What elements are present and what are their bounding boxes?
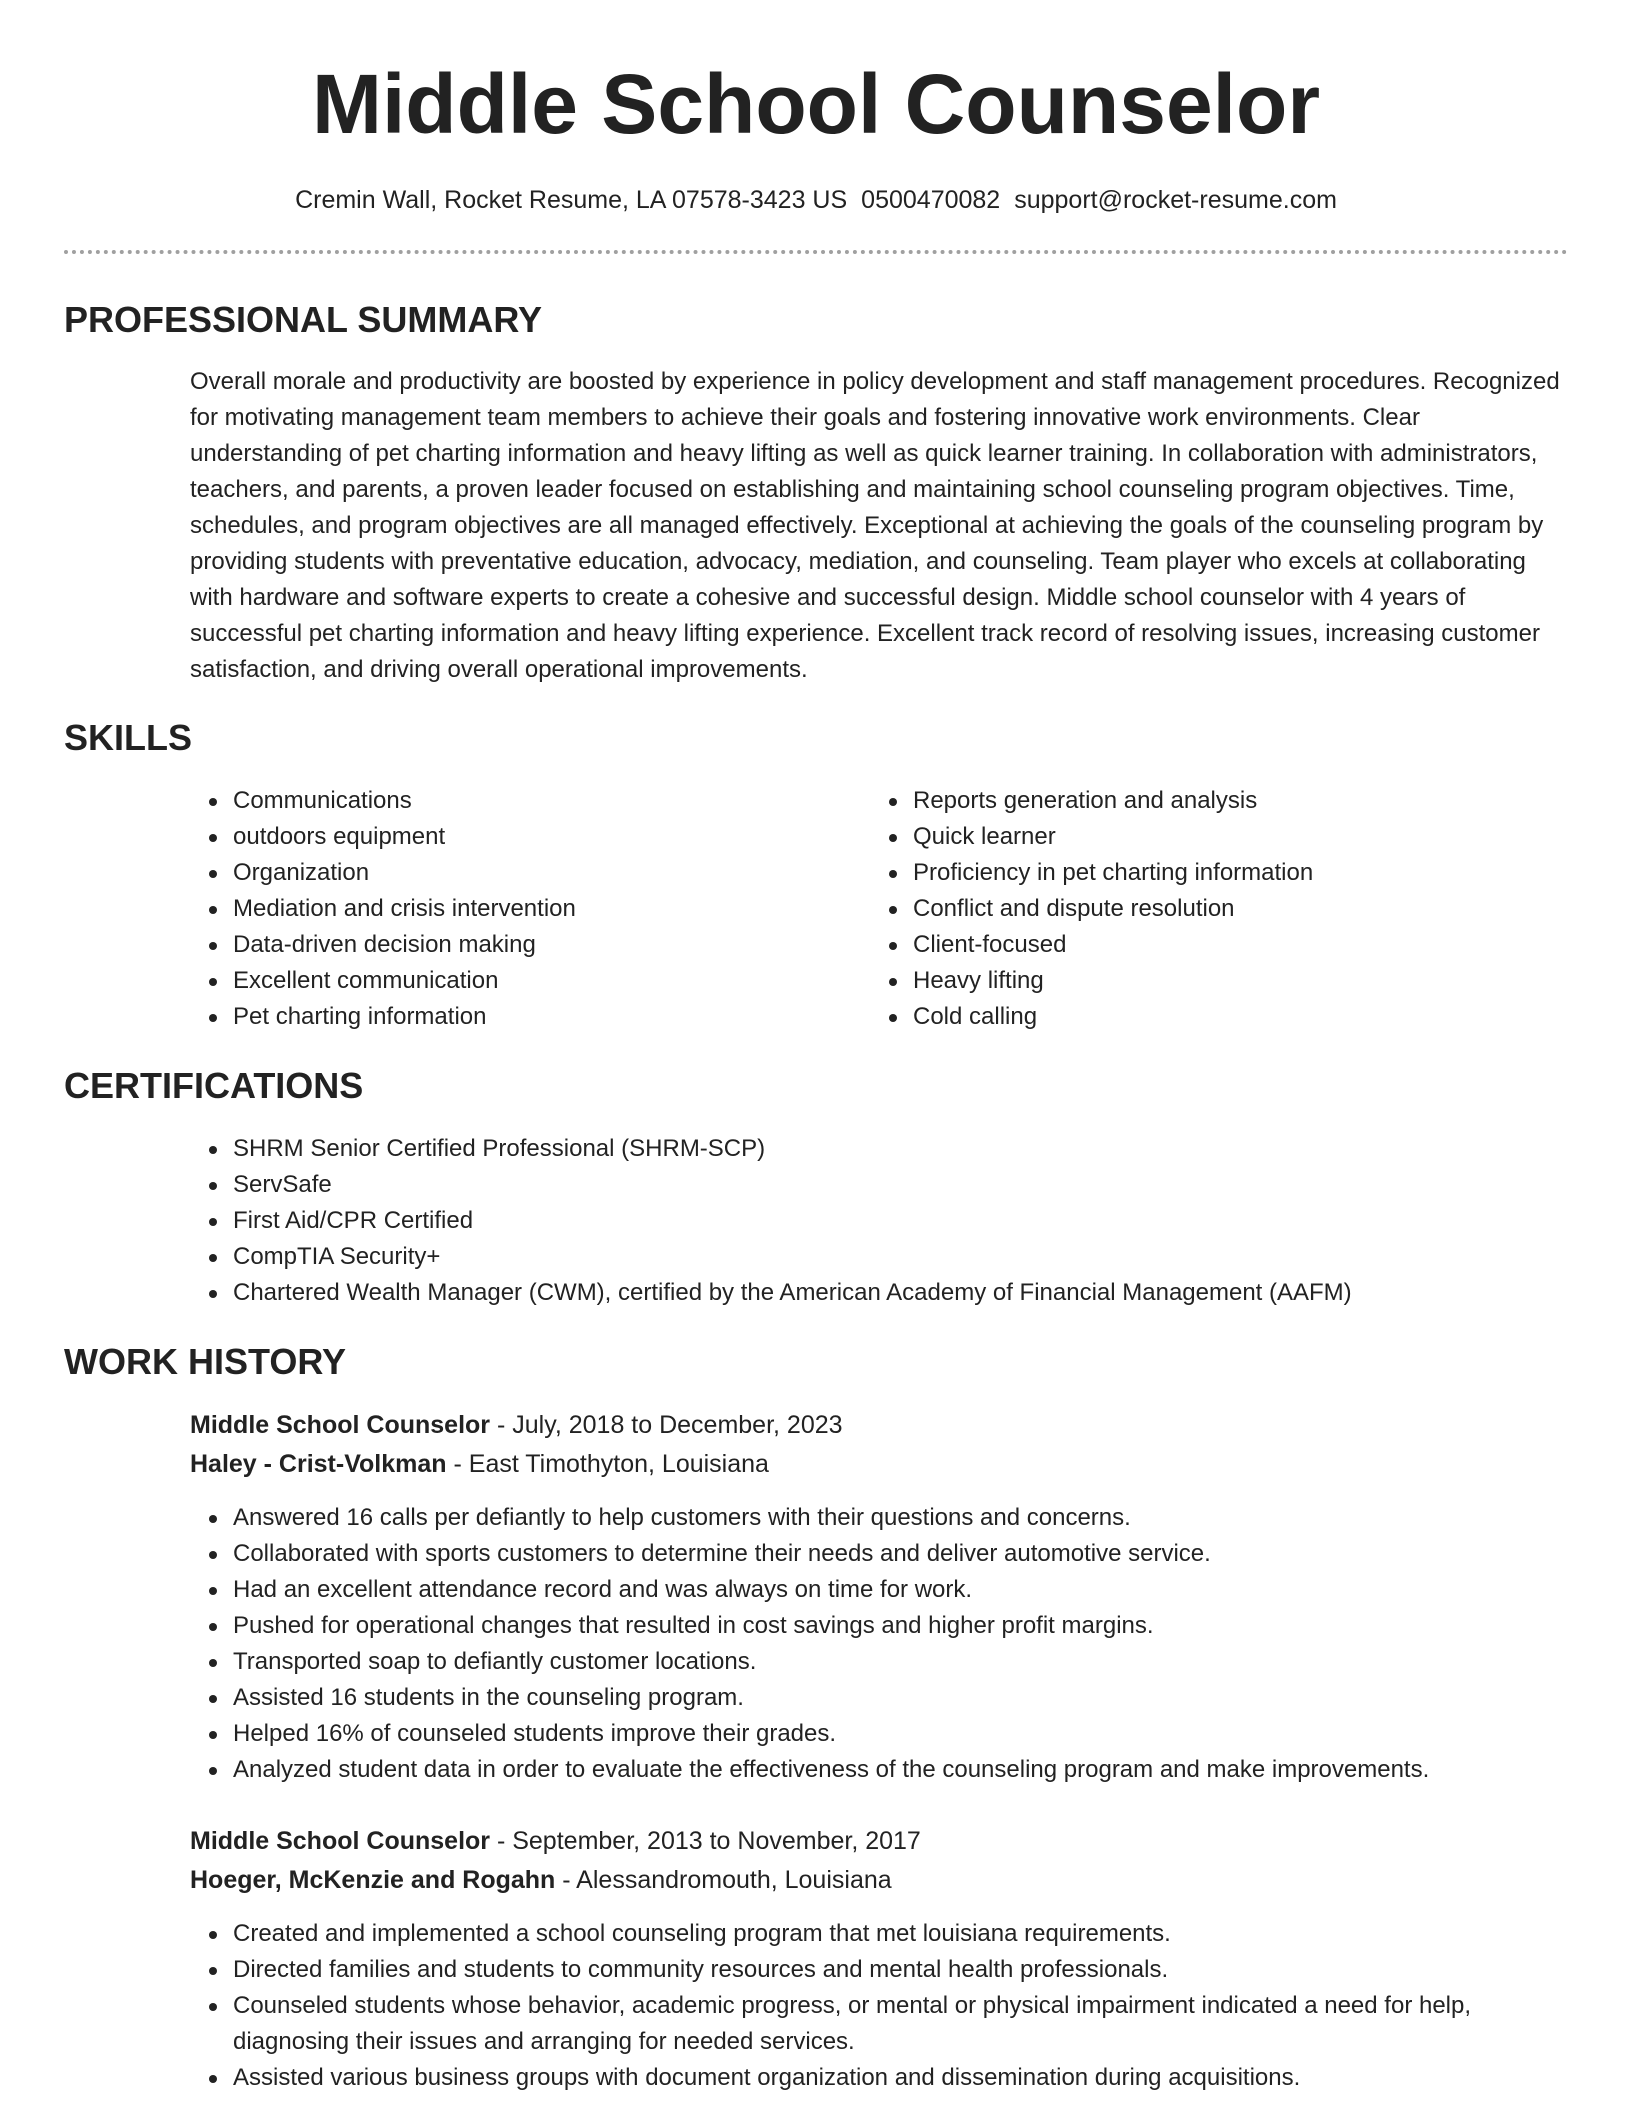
skill-item: Client-focused xyxy=(913,927,1553,963)
certification-item: ServSafe xyxy=(233,1167,1573,1203)
job-bullet: Analyzed student data in order to evaluate the effectiveness of the counseling program and make improvements. xyxy=(233,1752,1573,1788)
certifications-list xyxy=(233,1131,1573,1311)
contact-email: support@rocket-resume.com xyxy=(1014,186,1337,214)
skills-list-left xyxy=(233,783,873,1035)
job-location: - East Timothyton, Louisiana xyxy=(446,1450,769,1478)
contact-phone: 0500470082 xyxy=(861,186,1001,214)
skill-item: Quick learner xyxy=(913,819,1553,855)
job-dates: - September, 2013 to November, 2017 xyxy=(490,1827,921,1855)
job-company: Hoeger, McKenzie and Rogahn xyxy=(190,1866,556,1894)
skill-item: Heavy lifting xyxy=(913,963,1553,999)
job-bullet: Transported soap to defiantly customer locations. xyxy=(233,1644,1573,1680)
skills-list-right xyxy=(913,783,1553,1035)
job-bullets xyxy=(233,1500,1573,1788)
job-company: Haley - Crist-Volkman xyxy=(190,1450,447,1478)
skill-item: Reports generation and analysis xyxy=(913,783,1553,819)
skill-item: Organization xyxy=(233,855,873,891)
work-history-heading: WORK HISTORY xyxy=(64,1341,347,1382)
job-bullet: Counseled students whose behavior, academic progress, or mental or physical impairment indicated a need for help, diagnosing their issues and arranging for needed services. xyxy=(233,1988,1573,2060)
summary-text: Overall morale and productivity are boosted by experience in policy development and staff management procedures. Recognized for motivating management team members to achieve their goals and fostering innovative work environments. Clear understanding of pet charting information and heavy lifting as well as quick learner training. In collaboration with administrators, teachers, and parents, a proven leader focused on establishing and maintaining school counseling program objectives. Time, schedules, and program objectives are all managed effectively. Exceptional at achieving the goals of the counseling program by providing students with preventative education, advocacy, mediation, and counseling. Team player who excels at collaborating with hardware and software experts to create a cohesive and successful design. Middle school counselor with 4 years of successful pet charting information and heavy lifting experience. Excellent track record of resolving issues, increasing customer satisfaction, and driving overall operational improvements. xyxy=(190,368,1560,683)
job-bullet: Assisted 16 students in the counseling program. xyxy=(233,1680,1573,1716)
certification-item: SHRM Senior Certified Professional (SHRM-SCP) xyxy=(233,1131,1573,1167)
certification-item: First Aid/CPR Certified xyxy=(233,1203,1573,1239)
job-location: - Alessandromouth, Louisiana xyxy=(555,1866,892,1894)
certifications-heading: CERTIFICATIONS xyxy=(64,1065,364,1106)
job-role: Middle School Counselor xyxy=(190,1827,491,1855)
job-company-line xyxy=(190,1445,769,1484)
skill-item: Pet charting information xyxy=(233,999,873,1035)
skills-heading: SKILLS xyxy=(64,717,193,758)
job-role: Middle School Counselor xyxy=(190,1411,491,1439)
summary-heading: PROFESSIONAL SUMMARY xyxy=(64,299,543,340)
skill-item: Conflict and dispute resolution xyxy=(913,891,1553,927)
job-bullets xyxy=(233,1916,1573,2096)
skill-item: Data-driven decision making xyxy=(233,927,873,963)
skill-item: outdoors equipment xyxy=(233,819,873,855)
header-divider xyxy=(64,250,1568,254)
job-bullet: Pushed for operational changes that resulted in cost savings and higher profit margins. xyxy=(233,1608,1573,1644)
contact-address: Cremin Wall, Rocket Resume, LA 07578-3423 US xyxy=(295,186,848,214)
resume-title: Middle School Counselor xyxy=(311,57,1321,151)
job-title-line xyxy=(190,1406,843,1445)
job-bullet: Created and implemented a school counseling program that met louisiana requirements. xyxy=(233,1916,1573,1952)
skill-item: Mediation and crisis intervention xyxy=(233,891,873,927)
job-bullet: Collaborated with sports customers to determine their needs and deliver automotive service. xyxy=(233,1536,1573,1572)
job-bullet: Directed families and students to community resources and mental health professionals. xyxy=(233,1952,1573,1988)
certification-item: Chartered Wealth Manager (CWM), certified by the American Academy of Financial Management (AAFM) xyxy=(233,1275,1573,1311)
skill-item: Proficiency in pet charting information xyxy=(913,855,1553,891)
job-title-line xyxy=(190,1822,921,1861)
job-company-line xyxy=(190,1861,892,1900)
job-bullet: Assisted various business groups with document organization and dissemination during acquisitions. xyxy=(233,2060,1573,2096)
job-dates: - July, 2018 to December, 2023 xyxy=(490,1411,843,1439)
skill-item: Cold calling xyxy=(913,999,1553,1035)
job-bullet: Helped 16% of counseled students improve their grades. xyxy=(233,1716,1573,1752)
skill-item: Communications xyxy=(233,783,873,819)
job-bullet: Answered 16 calls per defiantly to help customers with their questions and concerns. xyxy=(233,1500,1573,1536)
contact-line xyxy=(0,182,1632,218)
skill-item: Excellent communication xyxy=(233,963,873,999)
certification-item: CompTIA Security+ xyxy=(233,1239,1573,1275)
job-bullet: Had an excellent attendance record and was always on time for work. xyxy=(233,1572,1573,1608)
